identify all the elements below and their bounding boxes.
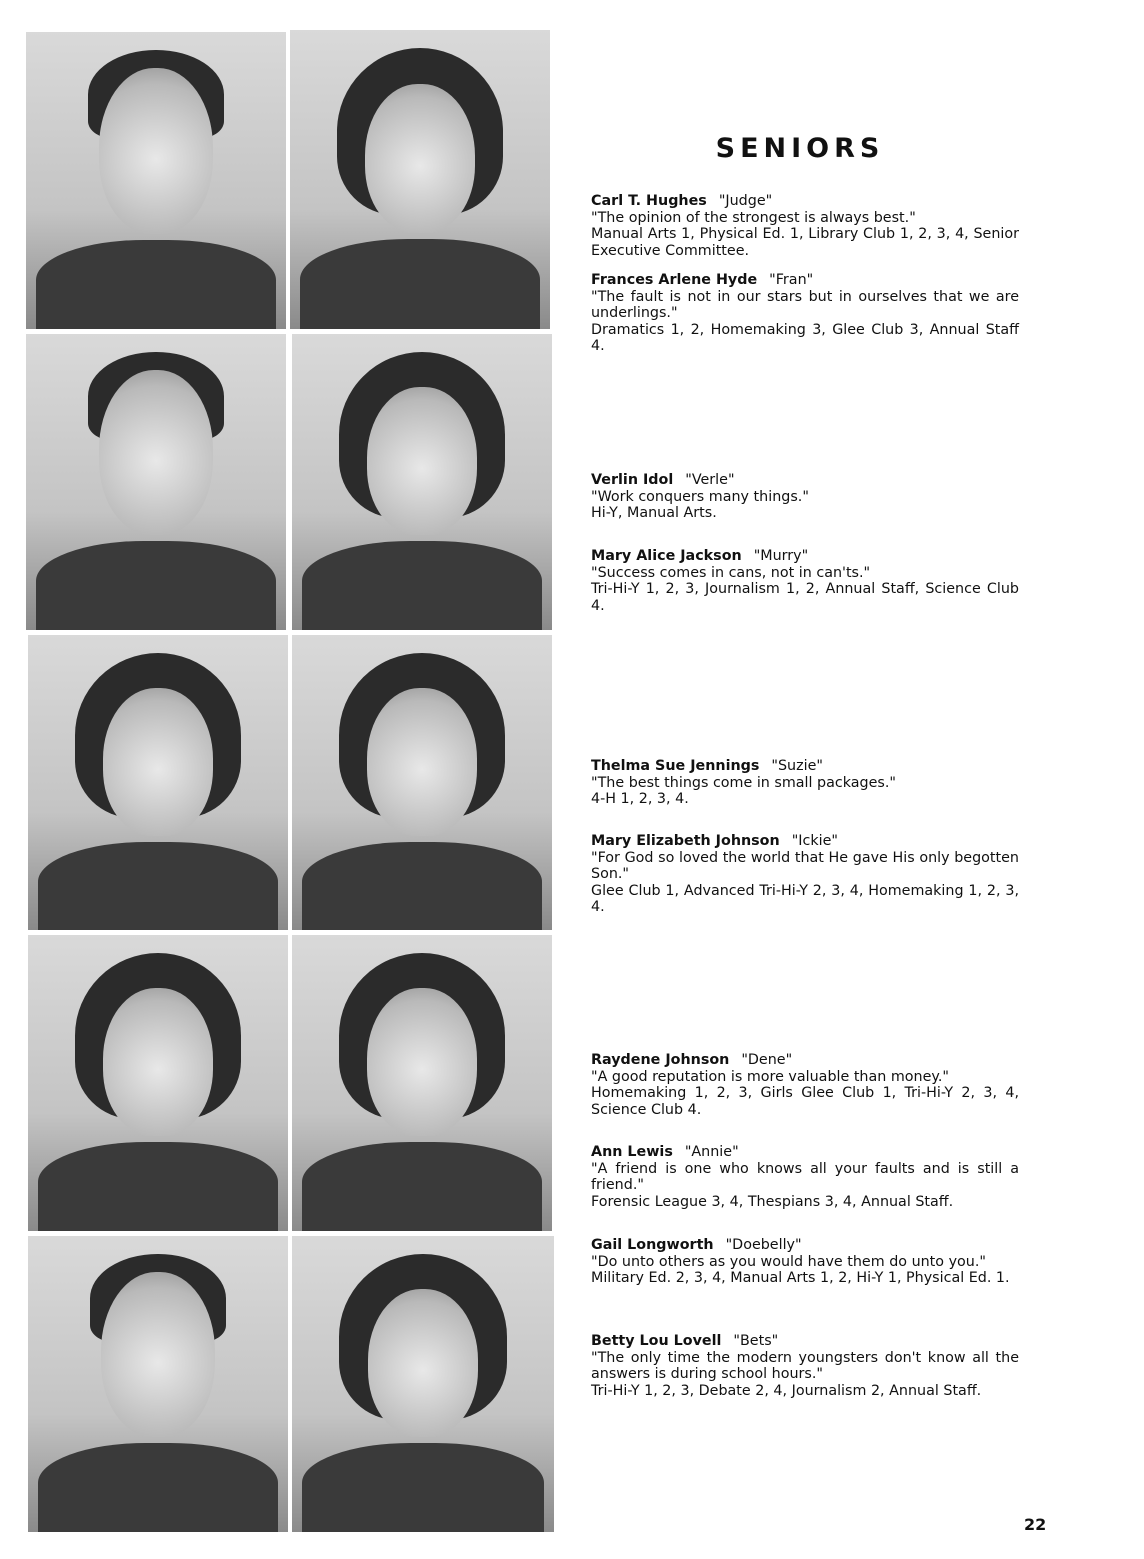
senior-entry (591, 1333, 1019, 1399)
senior-entry (591, 548, 1019, 614)
senior-quote: "The only time the modern youngsters don't know all the answers is during school hours." (591, 1349, 1019, 1383)
senior-name: Carl T. Hughes (591, 193, 707, 209)
senior-activities: 4-H 1, 2, 3, 4. (591, 791, 689, 808)
senior-activities: Hi-Y, Manual Arts. (591, 505, 717, 522)
senior-name: Thelma Sue Jennings (591, 758, 760, 774)
page-number: 22 (1024, 1515, 1047, 1534)
senior-quote: "A friend is one who knows all your faults and is still a friend." (591, 1160, 1019, 1194)
senior-quote: "Success comes in cans, not in can'ts." (591, 564, 871, 581)
senior-nickname: "Doebelly" (725, 1237, 802, 1253)
portrait-photo-thelma-jennings (28, 635, 288, 930)
senior-nickname: "Dene" (741, 1052, 793, 1068)
senior-activities: Homemaking 1, 2, 3, Girls Glee Club 1, Tri-Hi-Y 2, 3, 4, Science Club 4. (591, 1085, 1019, 1118)
senior-activities: Glee Club 1, Advanced Tri-Hi-Y 2, 3, 4, Homemaking 1, 2, 3, 4. (591, 882, 1019, 916)
senior-activities: Forensic League 3, 4, Thespians 3, 4, Annual Staff. (591, 1193, 954, 1210)
portrait-photo-carl-hughes (26, 32, 286, 329)
portrait-photo-verlin-idol (26, 334, 286, 630)
senior-nickname: "Judge" (718, 193, 773, 209)
senior-entry (591, 758, 1019, 808)
portrait-photo-mary-alice-jackson (292, 334, 552, 630)
senior-nickname: "Verle" (685, 472, 735, 488)
senior-name: Mary Alice Jackson (591, 548, 742, 564)
senior-name: Ann Lewis (591, 1144, 673, 1160)
senior-name: Gail Longworth (591, 1237, 714, 1253)
senior-nickname: "Suzie" (771, 758, 823, 774)
page-title: SENIORS (715, 133, 885, 164)
senior-name: Betty Lou Lovell (591, 1333, 722, 1349)
senior-quote: "For God so loved the world that He gave His only begotten Son." (591, 849, 1019, 883)
senior-entry (591, 833, 1019, 916)
portrait-photo-frances-hyde (290, 30, 550, 329)
senior-activities: Tri-Hi-Y 1, 2, 3, Debate 2, 4, Journalism 2, Annual Staff. (591, 1382, 982, 1399)
senior-quote: "The fault is not in our stars but in ourselves that we are underlings." (591, 288, 1019, 322)
senior-nickname: "Annie" (684, 1144, 739, 1160)
senior-activities: Dramatics 1, 2, Homemaking 3, Glee Club 3, Annual Staff 4. (591, 321, 1019, 355)
senior-activities: Tri-Hi-Y 1, 2, 3, Journalism 1, 2, Annual Staff, Science Club 4. (591, 581, 1019, 614)
senior-quote: "The best things come in small packages." (591, 774, 896, 791)
senior-name: Mary Elizabeth Johnson (591, 833, 780, 849)
senior-entry (591, 472, 1019, 522)
portrait-photo-ann-lewis (292, 935, 552, 1231)
senior-quote: "A good reputation is more valuable than money." (591, 1068, 949, 1085)
senior-entry (591, 1144, 1019, 1210)
senior-nickname: "Ickie" (791, 833, 838, 849)
senior-activities: Military Ed. 2, 3, 4, Manual Arts 1, 2, Hi-Y 1, Physical Ed. 1. (591, 1270, 1010, 1287)
portrait-photo-betty-lovell (292, 1236, 554, 1532)
portrait-photo-mary-elizabeth-johnson (292, 635, 552, 930)
senior-entry (591, 1052, 1019, 1118)
portrait-photo-raydene-johnson (28, 935, 288, 1231)
senior-name: Verlin Idol (591, 472, 674, 488)
senior-nickname: "Bets" (733, 1333, 779, 1349)
senior-nickname: "Fran" (769, 272, 814, 288)
senior-activities: Manual Arts 1, Physical Ed. 1, Library Club 1, 2, 3, 4, Senior Executive Committee. (591, 226, 1019, 259)
senior-name: Raydene Johnson (591, 1052, 730, 1068)
senior-quote: "Do unto others as you would have them do unto you." (591, 1253, 986, 1270)
senior-quote: "The opinion of the strongest is always best." (591, 209, 916, 226)
senior-quote: "Work conquers many things." (591, 488, 809, 505)
senior-entry (591, 272, 1019, 355)
portrait-photo-gail-longworth (28, 1236, 288, 1532)
senior-entry (591, 193, 1019, 259)
senior-name: Frances Arlene Hyde (591, 272, 758, 288)
senior-entry (591, 1237, 1019, 1287)
senior-nickname: "Murry" (753, 548, 809, 564)
